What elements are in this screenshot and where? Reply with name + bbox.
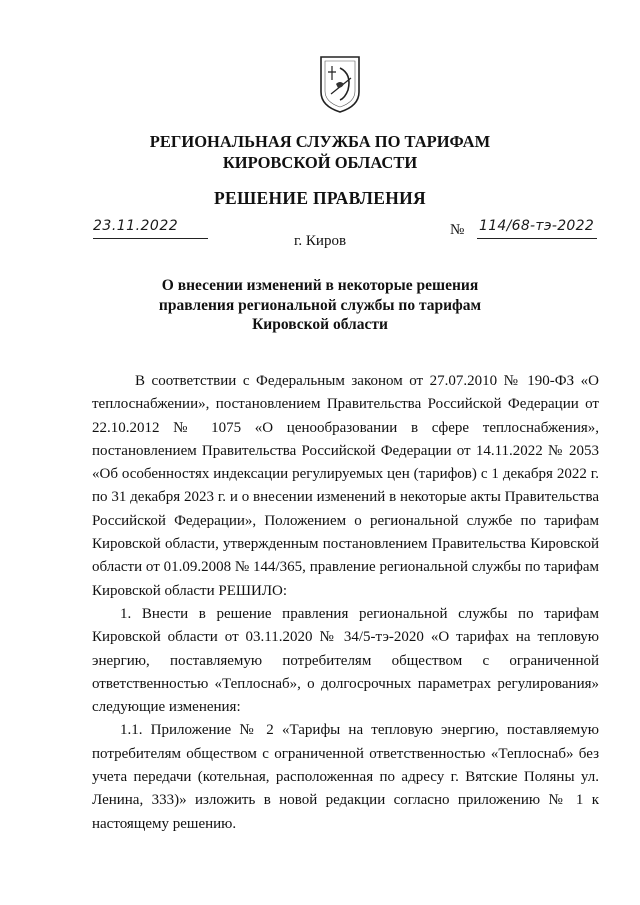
document-body — [92, 370, 599, 836]
item-1-paragraph: 1. Внести в решение правления региональной службы по тарифам Кировской области от 03.11.2020 № 34/5-тэ-2020 «О тарифах на тепловую энергию, поставляемую потребителям обществом с ограниченной ответственностью «Теплоснаб», о долгосрочных параметрах регулирования» следующие изменения: — [92, 605, 599, 716]
document-date: 23.11.2022 — [93, 218, 179, 234]
item-1-1-paragraph: 1.1. Приложение № 2 «Тарифы на тепловую энергию, поставляемую потребителям обществом с ограниченной ответственностью «Теплоснаб» без учета передачи (котельная, расположенная по адресу г. Вятские Поляны ул. Ленина, 333)» изложить в новой редакции согласно приложению № 1 к настоящему решению. — [92, 722, 599, 832]
subject-line-3: Кировской области — [252, 316, 388, 333]
document-subject — [0, 276, 640, 335]
subject-line-2: правления региональной службы по тарифам — [158, 296, 482, 314]
organization-name — [0, 131, 640, 173]
document-type-title: РЕШЕНИЕ ПРАВЛЕНИЯ — [214, 188, 426, 208]
city-name: г. Киров — [293, 233, 347, 249]
number-sign: № — [450, 222, 465, 238]
coat-of-arms-icon — [318, 54, 362, 114]
preamble-paragraph: В соответствии с Федеральным законом от 27.07.2010 № 190-ФЗ «О теплоснабжении», постановлением Правительства Российской Федерации от 22.10.2012 № 1075 «О ценообразовании в сфере теплоснабжения», постановлением Правительства Российской Федерации от 14.11.2022 № 2053 «Об особенностях индексации регулируемых цен (тарифов) с 1 декабря 2022 г. по 31 декабря 2023 г. и о внесении изменений в некоторые акты Правительства Российской Федерации», Положением о региональной службе по тарифам Кировской области, утвержденным постановлением Правительства Кировской области от 01.09.2008 № 144/365, правление региональной службы по тарифам Кировской области РЕШИЛО: — [92, 373, 599, 599]
org-line-1: РЕГИОНАЛЬНАЯ СЛУЖБА ПО ТАРИФАМ — [149, 132, 491, 151]
document-number: 114/68-тэ-2022 — [479, 218, 595, 234]
subject-line-1: О внесении изменений в некоторые решения — [161, 277, 479, 294]
org-line-2: КИРОВСКОЙ ОБЛАСТИ — [222, 153, 418, 172]
